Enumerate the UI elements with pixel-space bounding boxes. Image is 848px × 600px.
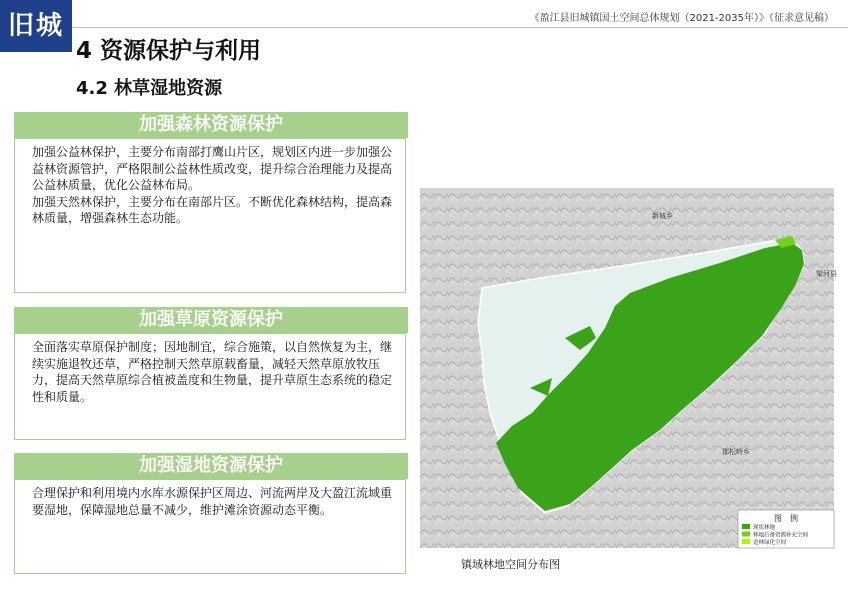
header-divider xyxy=(72,27,848,28)
map-caption: 镇域林地空间分布图 xyxy=(461,558,560,571)
forest-protection-box xyxy=(14,138,406,293)
legend-swatch-reserve xyxy=(742,532,750,537)
wetland-protection-box xyxy=(14,479,406,574)
forest-paragraph-1: 加强公益林保护，主要分布南部打鹰山片区，规划区内进一步加强公益林资源管护，严格限制公益林性质改变，提升综合治理能力及提高公益林质量，优化公益林布局。 xyxy=(32,145,393,192)
grassland-paragraph-1: 全面落实草原保护制度；因地制宜，综合施策，以自然恢复为主，继续实施退牧还草，严格控制天然草原载畜量，减轻天然草原放牧压力，提高天然草原综合植被盖度和生物量，提升草原生态系统的稳定性和质量。 xyxy=(32,340,393,404)
legend-swatch-forest xyxy=(742,524,750,529)
legend-label-forest: 现状林地 xyxy=(753,525,776,531)
legend-title: 图 例 xyxy=(774,514,798,523)
grassland-protection-heading: 加强草原资源保护 xyxy=(14,307,408,333)
town-logo: 旧城 xyxy=(0,0,72,52)
wetland-paragraph-1: 合理保护和利用境内水库水源保护区周边、河流两岸及大盈江流域重要湿地，保障湿地总量不减少，维护滩涂资源动态平衡。 xyxy=(32,486,393,517)
forest-protection-heading: 加强森林资源保护 xyxy=(14,112,408,138)
map-legend xyxy=(738,510,834,548)
map-label-nasong: 那松岭乡 xyxy=(722,448,750,456)
legend-label-afforestation: 造林绿化空间 xyxy=(753,540,787,546)
legend-label-reserve: 林地后备资源补充空间 xyxy=(753,532,809,539)
map-label-xincheng: 新城乡 xyxy=(652,212,673,220)
forest-paragraph-2: 加强天然林保护，主要分布在南部片区。不断优化森林结构，提高森林质量，增强森林生态功能。 xyxy=(32,194,393,225)
page-title: 4 资源保护与利用 xyxy=(76,38,262,64)
document-header-title: 《盈江县旧城镇国土空间总体规划（2021-2035年）》（征求意见稿） xyxy=(529,13,834,24)
section-subtitle: 4.2 林草湿地资源 xyxy=(76,78,223,99)
legend-swatch-afforestation xyxy=(742,539,750,544)
forest-distribution-map xyxy=(420,188,837,548)
wetland-protection-heading: 加强湿地资源保护 xyxy=(14,453,408,479)
grassland-protection-box xyxy=(14,333,406,440)
map-label-lianghe: 梁河县 xyxy=(816,270,837,278)
